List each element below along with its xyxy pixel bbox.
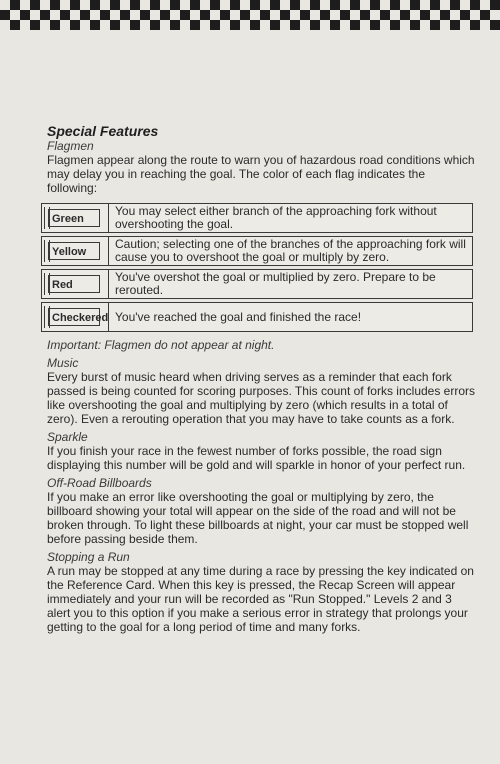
flag-row-green bbox=[41, 203, 473, 233]
flag-desc-red: You've overshot the goal or multiplied by zero. Prepare to be rerouted. bbox=[115, 270, 436, 297]
section-title: Special Features bbox=[47, 123, 159, 139]
flag-name-checkered: Checkered bbox=[48, 308, 100, 326]
flag-desc-yellow: Caution; selecting one of the branches of the approaching fork will cause you to overshoot the goal or multiply by zero. bbox=[115, 237, 466, 264]
flag-name-yellow: Yellow bbox=[48, 242, 100, 260]
flagmen-intro: Flagmen appear along the route to warn you of hazardous road conditions which may delay you in reaching the goal. The color of each flag indicates the following: bbox=[47, 153, 475, 195]
flag-desc-green: You may select either branch of the approaching fork without overshooting the goal. bbox=[115, 204, 437, 231]
flag-icon bbox=[42, 204, 109, 232]
flagmen-important-note: Important: Flagmen do not appear at night. bbox=[47, 338, 275, 352]
sparkle-heading: Sparkle bbox=[47, 430, 88, 444]
flag-desc-checkered: You've reached the goal and finished the race! bbox=[115, 309, 362, 324]
stopping-text: A run may be stopped at any time during a race by pressing the key indicated on the Reference Card. When this key is pressed, the Recap Screen will appear immediately and your run will be recorded as "Run Stopped." Levels 2 and 3 alert you to this option if you make a serious error in strategy that prolongs your getting to the goal for a long period of time and many forks. bbox=[47, 564, 474, 634]
flag-row-yellow bbox=[41, 236, 473, 266]
flag-icon bbox=[42, 303, 109, 331]
stopping-heading: Stopping a Run bbox=[47, 550, 130, 564]
flag-icon bbox=[42, 270, 109, 298]
flag-table bbox=[41, 203, 473, 332]
flag-row-red bbox=[41, 269, 473, 299]
sparkle-text: If you finish your race in the fewest number of forks possible, the road sign displaying this number will be gold and will sparkle in honor of your perfect run. bbox=[47, 444, 466, 472]
checkered-border bbox=[0, 0, 500, 30]
billboards-text: If you make an error like overshooting the goal or multiplying by zero, the billboard showing your total will appear on the side of the road and will not be broken through. To light these billboards at night, your car must be stopped well before passing beside them. bbox=[47, 490, 469, 546]
flag-name-green: Green bbox=[48, 209, 100, 227]
flag-name-red: Red bbox=[48, 275, 100, 293]
flagmen-heading: Flagmen bbox=[47, 139, 94, 153]
flag-icon bbox=[42, 237, 109, 265]
manual-page bbox=[47, 123, 475, 634]
music-heading: Music bbox=[47, 356, 79, 370]
billboards-heading: Off-Road Billboards bbox=[47, 476, 152, 490]
flag-row-checkered bbox=[41, 302, 473, 332]
music-text: Every burst of music heard when driving serves as a reminder that each fork passed is being counted for scoring purposes. This count of forks includes errors like overshooting the goal and multiplying by zero (which results in a total of zero). Even a rerouting operation that you may have to take counts as a fork. bbox=[47, 370, 476, 426]
